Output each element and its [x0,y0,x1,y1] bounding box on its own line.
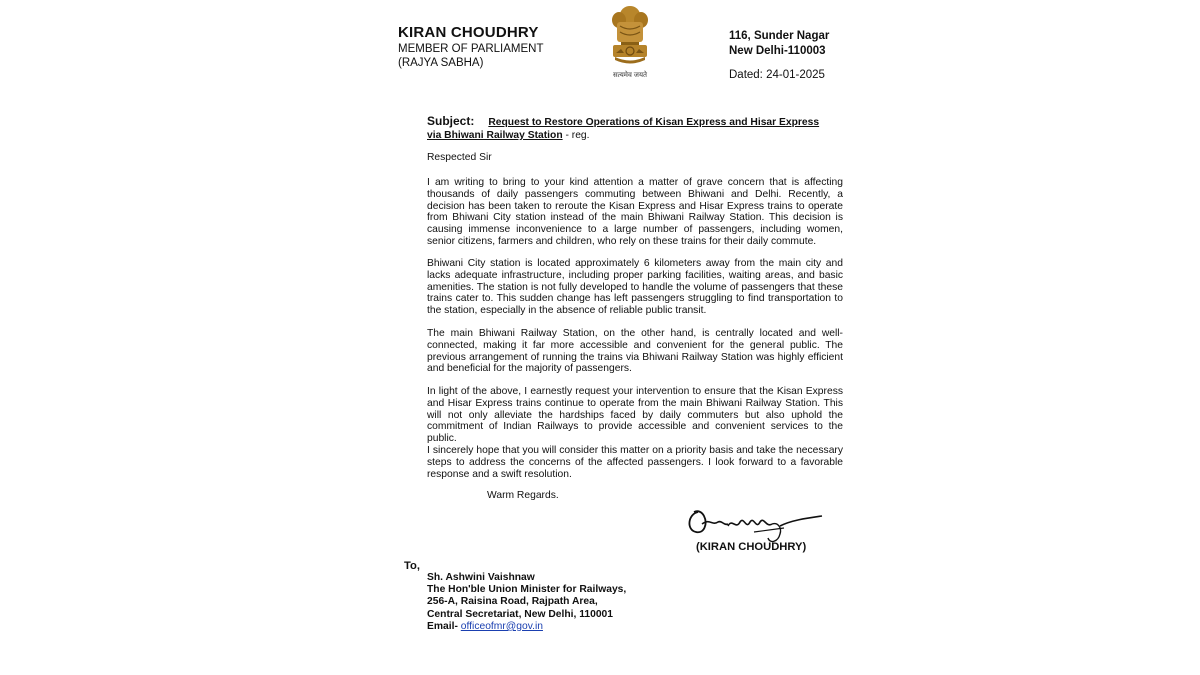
sender-name: KIRAN CHOUDHRY [398,24,539,41]
body-paragraph-1: I am writing to bring to your kind attention a matter of grave concern that is affecting thousands of daily passengers commuting between Bhiwani and Delhi. Recently, a decision has been taken to reroute the Kisan Express and Hisar Express trains to operate from Bhiwani City station instead of the main Bhiwani Railway Station. This decision is causing immense inconvenience to a large number of passengers, including women, senior citizens, farmers and children, who rely on these trains for their daily commute. [427,177,843,247]
recipient-title: The Hon'ble Union Minister for Railways, [427,584,627,596]
body-paragraph-5: I sincerely hope that you will consider this matter on a priority basis and take the necessary steps to address the concerns of the affected passengers. I look forward to a favorable response and a swift resolution. [427,445,843,480]
sender-address [729,29,829,58]
email-label: Email- [427,620,458,632]
designation-line1: MEMBER OF PARLIAMENT [398,43,544,55]
national-emblem-icon [604,2,656,86]
address-line1: 116, Sunder Nagar [729,30,830,42]
address-line2: New Delhi-110003 [729,44,826,57]
signature-name: (KIRAN CHOUDHRY) [696,541,807,553]
body-paragraph-2: Bhiwani City station is located approximately 6 kilometers away from the main city and lacks adequate infrastructure, including proper parking facilities, waiting areas, and basic amenities. The station is not fully developed to handle the volume of passengers that these trains cater to. This sudden change has left passengers struggling to find transportation to the station, especially in the absence of reliable public transit. [427,258,843,317]
designation-line2: (RAJYA SABHA) [398,57,484,69]
subject-line [427,115,832,142]
email-link[interactable]: officeofmr@gov.in [460,620,543,632]
lion-capital-icon [604,2,656,70]
recipient-email-row [427,621,626,633]
subject-text: Request to Restore Operations of Kisan Express and Hisar Express via Bhiwani Railway Station [427,117,820,141]
salutation: Respected Sir [427,152,492,163]
sender-designation [398,42,543,70]
body-paragraph-4: In light of the above, I earnestly request your intervention to ensure that the Kisan Express and Hisar Express trains continue to operate from the main Bhiwani Railway Station. This will not only alleviate the hardships faced by daily commuters but also uphold the commitment of Indian Railways to provide accessible and convenient services to the public. [427,386,843,445]
body-paragraph-3: The main Bhiwani Railway Station, on the other hand, is centrally located and well-connected, making it far more accessible and convenient for the general public. The previous arrangement of running the trains via Bhiwani Railway Station was highly efficient and beneficial for the majority of passengers. [427,328,843,375]
recipient-address-line1: 256-A, Raisina Road, Rajpath Area, [427,596,598,608]
closing: Warm Regards. [487,490,559,501]
to-label: To, [404,560,420,572]
subject-suffix: - reg. [562,130,590,141]
emblem-motto: सत्यमेव जयते [612,72,648,79]
recipient-block [427,572,626,633]
recipient-address-line2: Central Secretariat, New Delhi, 110001 [427,608,614,620]
letter-date: Dated: 24-01-2025 [729,69,825,81]
recipient-name: Sh. Ashwini Vaishnaw [427,572,535,583]
subject-label: Subject: [427,114,475,128]
